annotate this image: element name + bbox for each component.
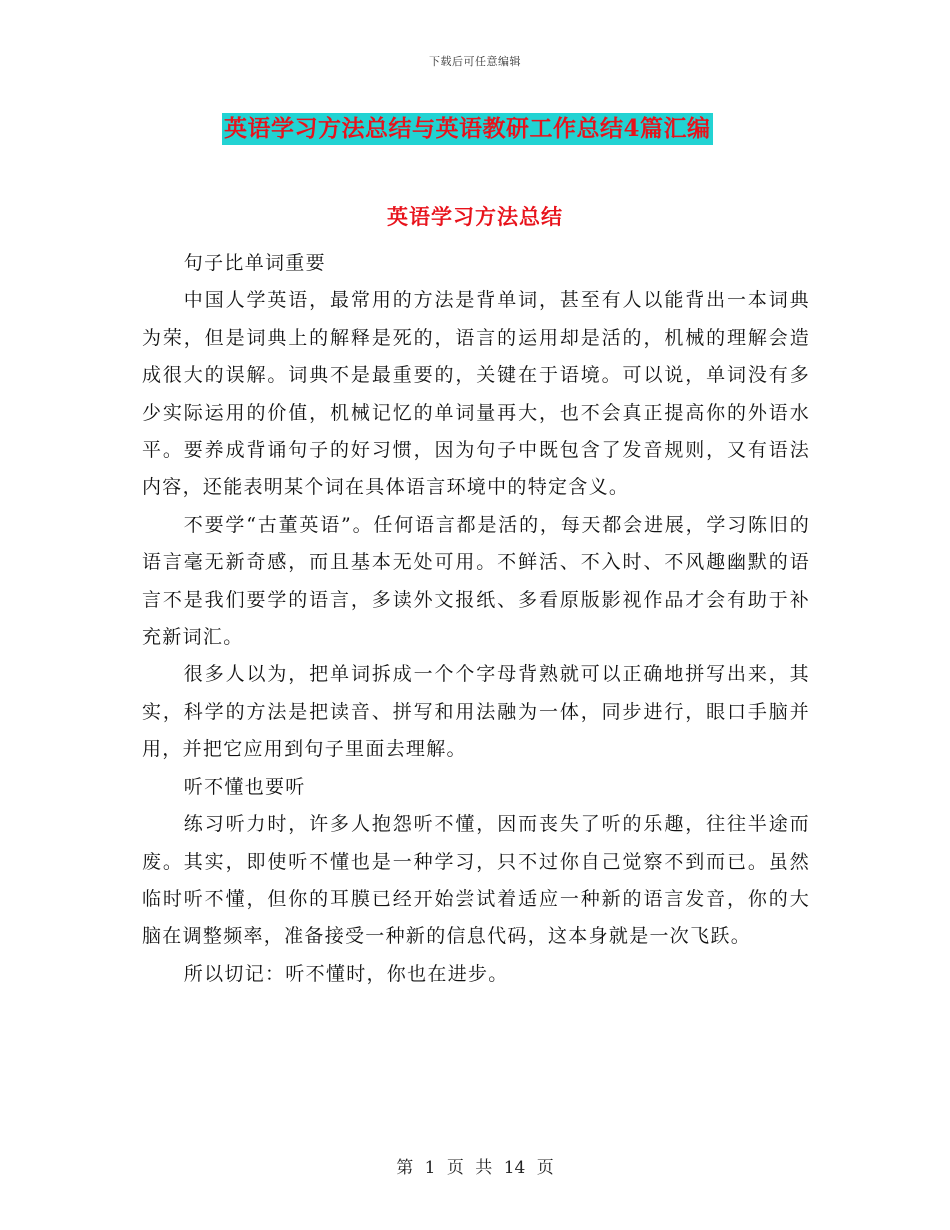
document-title: 英语学习方法总结与英语教研工作总结4篇汇编 xyxy=(222,113,713,145)
subheading-sentences: 句子比单词重要 xyxy=(183,252,326,274)
page-footer: 第 1 页 共 14 页 xyxy=(396,1158,554,1178)
section-title: 英语学习方法总结 xyxy=(387,204,563,229)
header-note: 下载后可任意编辑 xyxy=(429,55,521,68)
paragraph: 练习听力时，许多人抱怨听不懂，因而丧失了听的乐趣，往往半途而废。其实，即使听不懂也是一种学习，只不过你自己觉察不到而已。虽然临时听不懂，但你的耳膜已经开始尝试着适应一种新的语言发音，你的大脑在调整频率，准备接受一种新的信息代码，这本身就是一次飞跃。 xyxy=(142,813,810,948)
paragraph: 所以切记：听不懂时，你也在进步。 xyxy=(183,962,509,985)
paragraph: 中国人学英语，最常用的方法是背单词，甚至有人以能背出一本词典为荣，但是词典上的解释是死的，语言的运用却是活的，机械的理解会造成很大的误解。词典不是最重要的，关键在于语境。可以说，单词没有多少实际运用的价值，机械记忆的单词量再大，也不会真正提高你的外语水平。要养成背诵句子的好习惯，因为句子中既包含了发音规则，又有语法内容，还能表明某个词在具体语言环境中的特定含义。 xyxy=(142,289,810,499)
paragraph: 不要学“古董英语”。任何语言都是活的，每天都会进展，学习陈旧的语言毫无新奇感，而且基本无处可用。不鲜活、不入时、不风趣幽默的语言不是我们要学的语言，多读外文报纸、多看原版影视作品才会有助于补充新词汇。 xyxy=(142,513,810,649)
paragraph: 很多人以为，把单词拆成一个个字母背熟就可以正确地拼写出来，其实，科学的方法是把读音、拼写和用法融为一体，同步进行，眼口手脑并用，并把它应用到句子里面去理解。 xyxy=(142,663,810,761)
body-text xyxy=(142,245,810,993)
subheading-listening: 听不懂也要听 xyxy=(183,775,306,798)
